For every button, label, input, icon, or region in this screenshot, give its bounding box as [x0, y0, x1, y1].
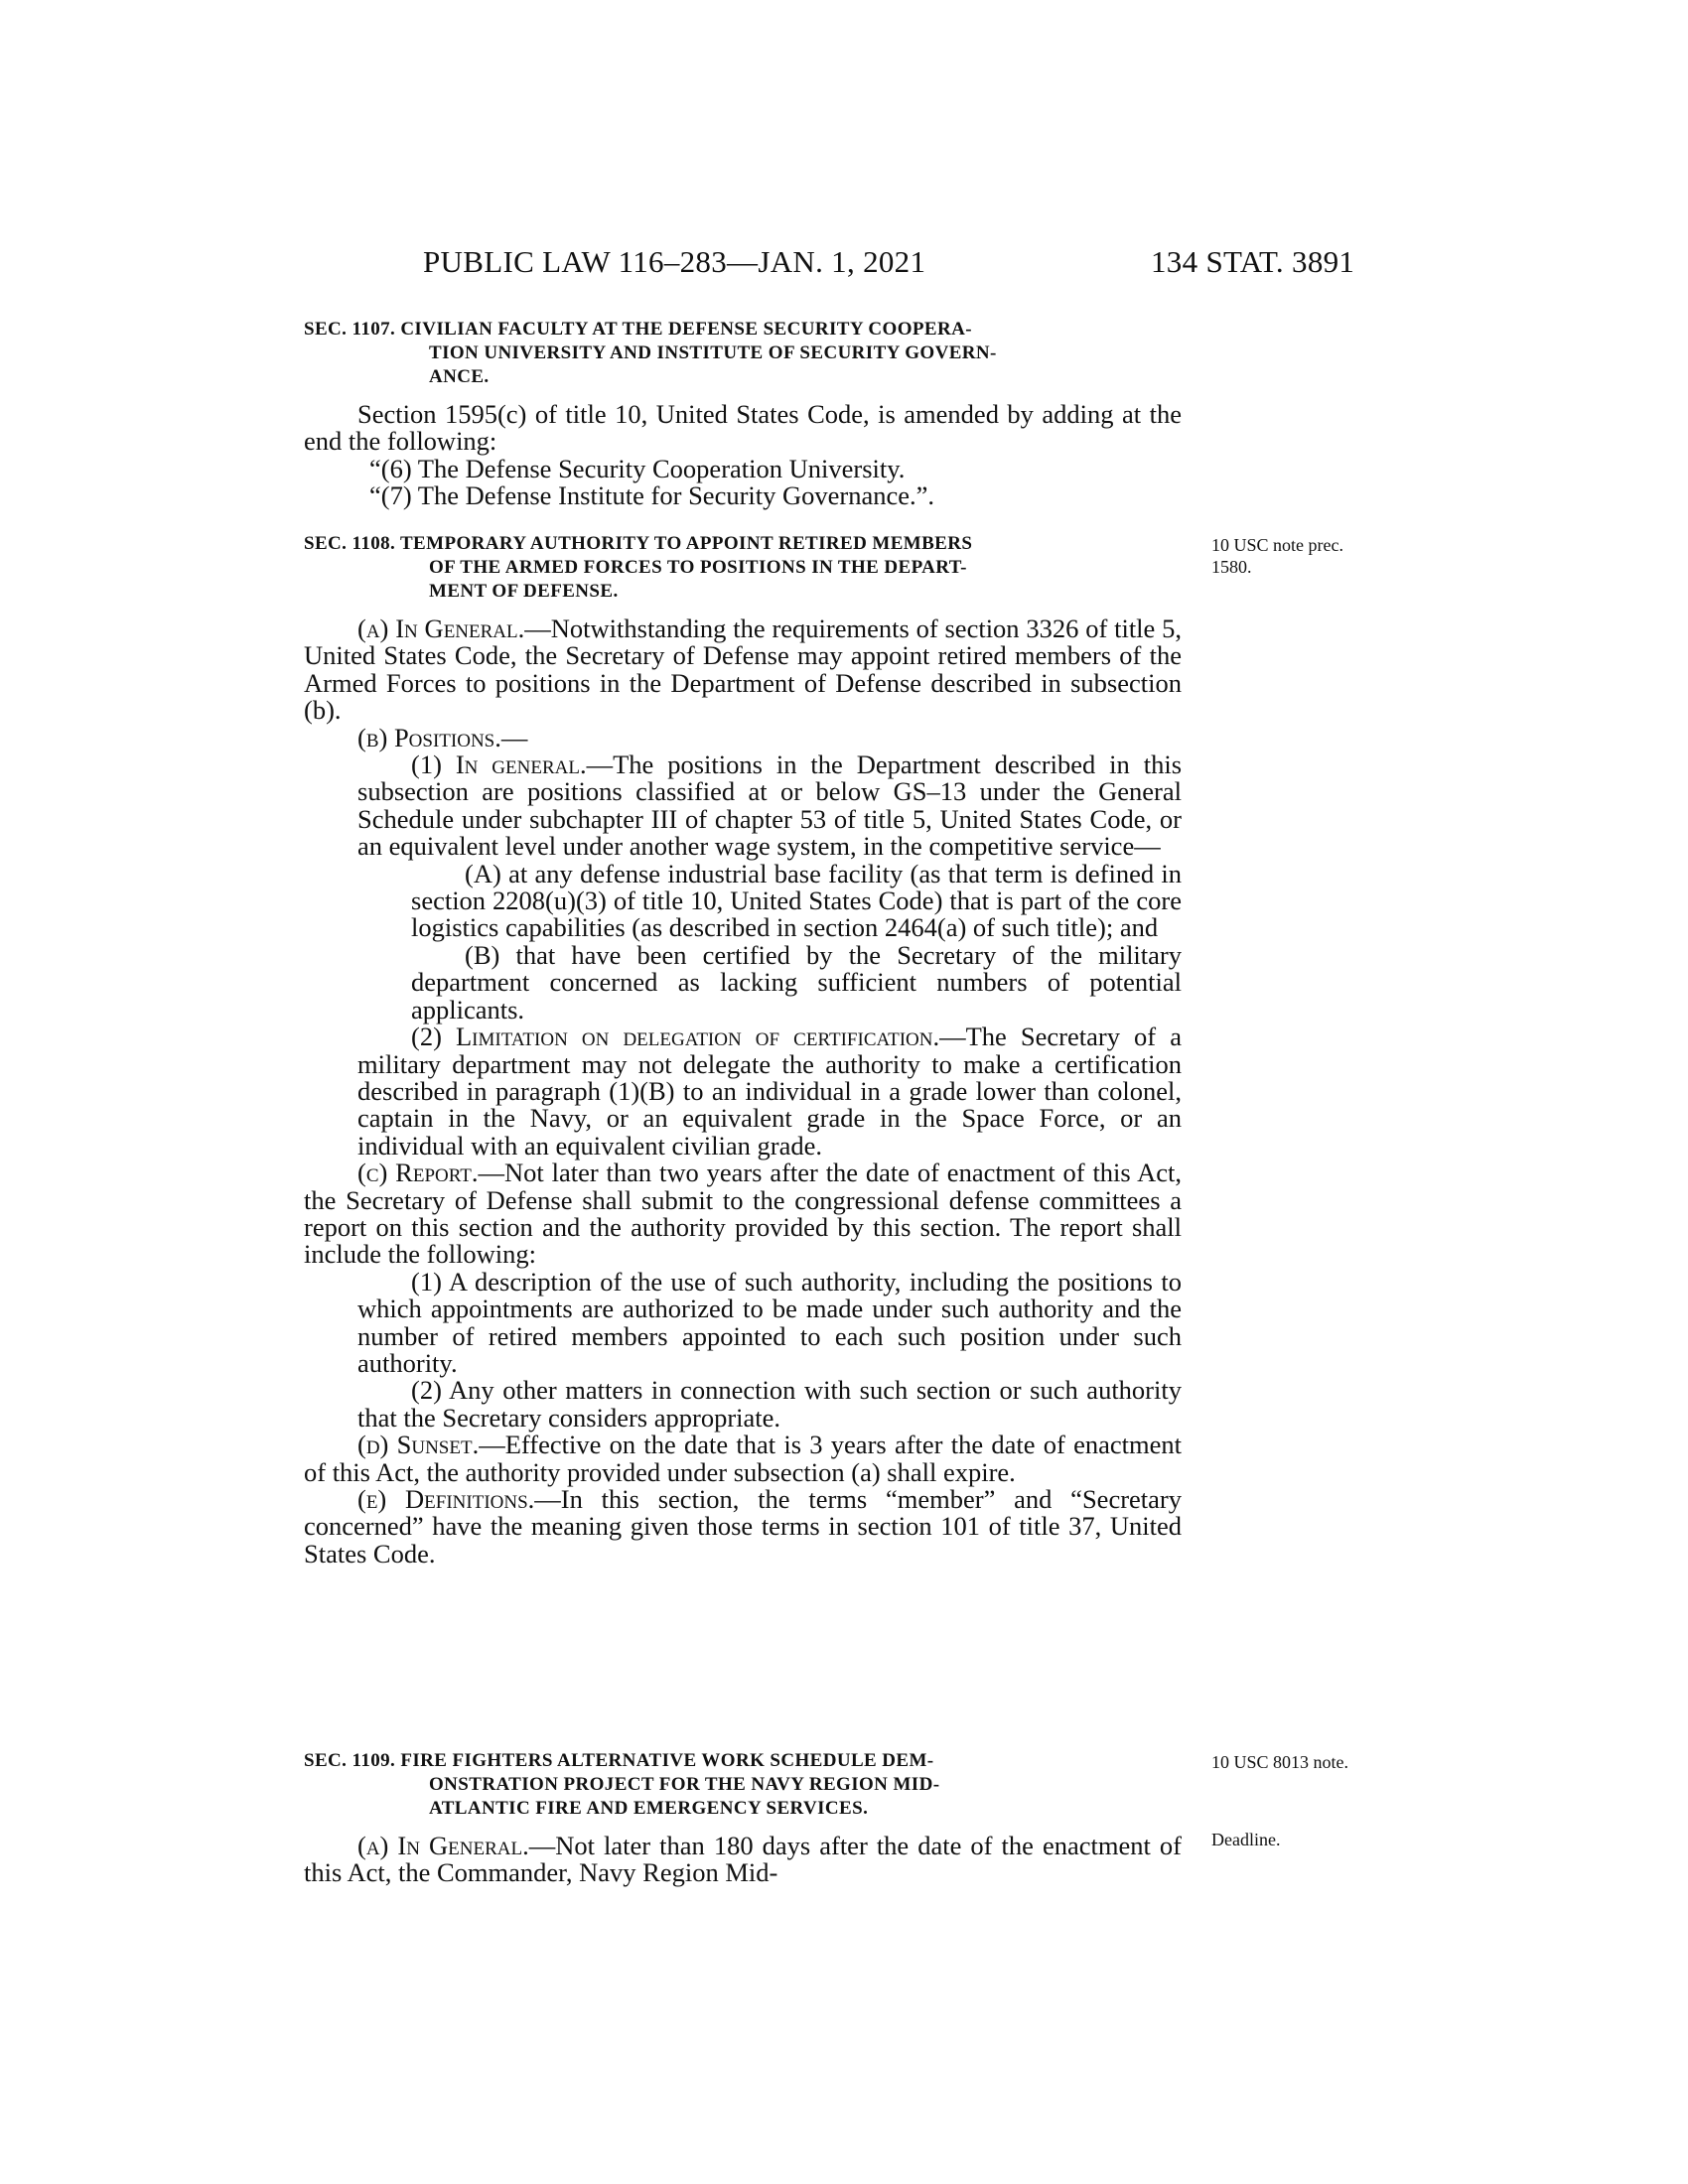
paragraph-b1: [304, 751, 1182, 861]
section-1107-item-7: “(7) The Defense Institute for Security Governance.”.: [369, 480, 935, 511]
subsection-e-text: —In this section, the terms “member” and “Secretary concerned” have the meaning given those terms in section 101 of title 37, United States Code.: [304, 1484, 1182, 1569]
paragraph-b2-label: (2) Limitation on delegation of certification.: [411, 1022, 940, 1052]
paragraph-c1: (1) A description of the use of such authority, including the positions to which appointments are authorized to be made under such authority and the number of retired members appointed to each such position under such authority.: [357, 1266, 1182, 1378]
paragraph-b1-text: —The positions in the Department described in this subsection are positions classified at or below GS–13 under the General Schedule under subchapter III of chapter 53 of title 5, United States Code, or an equivalent level under another wage system, in the competitive service—: [357, 750, 1183, 862]
paragraph-b1-label: (1) In general.: [411, 750, 587, 780]
subsection-b: [304, 722, 1182, 752]
subsection-a: [304, 615, 1182, 725]
section-1109-subsection-a-text: —Not later than 180 days after the date of the enactment of this Act, the Commander, Navy Region Mid-: [304, 1831, 1182, 1888]
heading-line: TION UNIVERSITY AND INSTITUTE OF SECURITY GOVERN-: [429, 342, 997, 363]
section-1108-heading: [304, 532, 1182, 604]
heading-line: MENT OF DEFENSE.: [429, 581, 619, 602]
running-head: [0, 244, 1688, 284]
paragraph-b2-text: —The Secretary of a military department may not delegate the authority to make a certification described in paragraph (1)(B) to an individual in a grade lower than colonel, captain in the Navy, or an equivalent grade in the Space Force, or an individual with an equivalent civilian grade.: [357, 1022, 1182, 1160]
heading-line: SEC. 1108. TEMPORARY AUTHORITY TO APPOINT RETIRED MEMBERS: [304, 533, 973, 554]
paragraph-b2: [304, 1024, 1182, 1160]
section-1109-subsection-a: [304, 1833, 1182, 1887]
subparagraph-b1-B: (B) that have been certified by the Secretary of the military department concerned as lacking sufficient numbers of potential applicants.: [411, 939, 1182, 1024]
subsection-a-label: (a) In General.: [357, 614, 525, 643]
section-1109-margin-note: 10 USC 8013 note.: [1211, 1752, 1349, 1772]
section-1109-heading: [304, 1749, 1182, 1821]
deadline-margin-note: Deadline.: [1211, 1830, 1281, 1849]
heading-line: SEC. 1109. FIRE FIGHTERS ALTERNATIVE WORK SCHEDULE DEM-: [304, 1750, 934, 1771]
heading-line: ONSTRATION PROJECT FOR THE NAVY REGION MID-: [429, 1774, 940, 1795]
section-1109-subsection-a-label: (a) In General.: [357, 1831, 529, 1860]
subsection-d: [304, 1432, 1182, 1486]
statute-page-number: 134 STAT. 3891: [1151, 244, 1355, 279]
heading-line: ANCE.: [429, 366, 490, 387]
subparagraph-b1-A: (A) at any defense industrial base facility (as that term is defined in section 2208(u)(3) of title 10, United States Code) that is part of the core logistics capabilities (as described in section 2464(a) of such title); and: [411, 858, 1182, 943]
subsection-d-label: (d) Sunset.: [357, 1430, 480, 1460]
subsection-c-label: (c) Report.: [357, 1158, 479, 1188]
subsection-e: [304, 1486, 1182, 1568]
subsection-c-text: —Not later than two years after the date of enactment of this Act, the Secretary of Defense shall submit to the congressional defense committees a report on this section and the authority provided by this section. The report shall include the following:: [304, 1158, 1183, 1270]
subsection-c: [304, 1160, 1182, 1269]
section-1107-heading: [304, 318, 1182, 389]
heading-line: SEC. 1107. CIVILIAN FACULTY AT THE DEFENSE SECURITY COOPERA-: [304, 319, 972, 340]
public-law-title: PUBLIC LAW 116–283—JAN. 1, 2021: [423, 244, 926, 279]
subsection-e-label: (e) Definitions.: [357, 1484, 535, 1514]
subsection-b-dash: —: [500, 722, 528, 752]
subsection-b-label: (b) Positions.: [357, 722, 501, 752]
section-1109: [304, 1749, 1182, 1887]
section-1107-item-6: “(6) The Defense Security Cooperation University.: [369, 453, 906, 483]
section-1108: [304, 532, 1182, 1568]
heading-line: OF THE ARMED FORCES TO POSITIONS IN THE DEPART-: [429, 557, 967, 578]
subsection-d-text: —Effective on the date that is 3 years after the date of enactment of this Act, the authority provided under subsection (a) shall expire.: [304, 1430, 1182, 1487]
section-1107: [304, 318, 1182, 510]
paragraph-c2: (2) Any other matters in connection with such section or such authority that the Secretary considers appropriate.: [357, 1375, 1182, 1433]
section-1107-intro: Section 1595(c) of title 10, United States Code, is amended by adding at the end the following:: [304, 399, 1182, 457]
heading-line: ATLANTIC FIRE AND EMERGENCY SERVICES.: [429, 1798, 869, 1819]
section-1108-margin-note: 10 USC note prec. 1580.: [1211, 535, 1343, 577]
subsection-a-text: —Notwithstanding the requirements of section 3326 of title 5, United States Code, the Secretary of Defense may appoint retired members of the Armed Forces to positions in the Department of Defense described in subsection (b).: [304, 614, 1182, 726]
